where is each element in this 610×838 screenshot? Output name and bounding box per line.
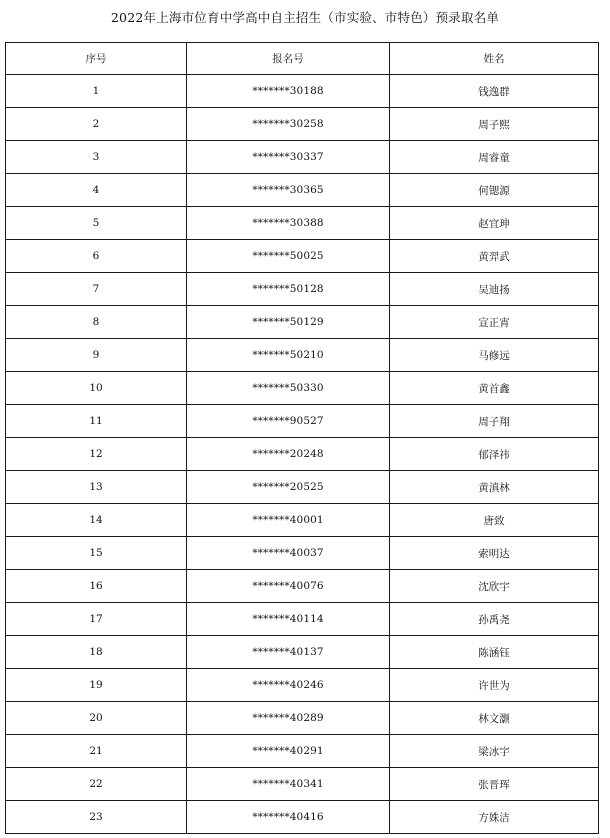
column-header-number: 序号 xyxy=(6,43,187,75)
student-name: 孙禹尧 xyxy=(390,603,599,636)
table-row xyxy=(6,636,599,669)
registration-number: *******30188 xyxy=(187,75,390,108)
registration-number: *******30258 xyxy=(187,108,390,141)
row-number: 12 xyxy=(6,438,187,471)
student-name: 郁泽祎 xyxy=(390,438,599,471)
table-row xyxy=(6,339,599,372)
table-row xyxy=(6,273,599,306)
student-name: 许世为 xyxy=(390,669,599,702)
student-name: 马修远 xyxy=(390,339,599,372)
row-number: 1 xyxy=(6,75,187,108)
table-row xyxy=(6,306,599,339)
registration-number: *******40246 xyxy=(187,669,390,702)
row-number: 9 xyxy=(6,339,187,372)
registration-number: *******50128 xyxy=(187,273,390,306)
student-name: 周子熙 xyxy=(390,108,599,141)
registration-number: *******20248 xyxy=(187,438,390,471)
student-name: 钱逸群 xyxy=(390,75,599,108)
row-number: 8 xyxy=(6,306,187,339)
student-name: 唐致 xyxy=(390,504,599,537)
row-number: 18 xyxy=(6,636,187,669)
table-row xyxy=(6,801,599,834)
registration-number: *******40416 xyxy=(187,801,390,834)
registration-number: *******20525 xyxy=(187,471,390,504)
student-name: 方姝洁 xyxy=(390,801,599,834)
row-number: 13 xyxy=(6,471,187,504)
registration-number: *******40001 xyxy=(187,504,390,537)
registration-number: *******50330 xyxy=(187,372,390,405)
table-row xyxy=(6,702,599,735)
student-name: 张晋珲 xyxy=(390,768,599,801)
table-header-row xyxy=(6,43,599,75)
table-row xyxy=(6,75,599,108)
registration-number: *******40037 xyxy=(187,537,390,570)
row-number: 21 xyxy=(6,735,187,768)
student-name: 何锶源 xyxy=(390,174,599,207)
table-row xyxy=(6,504,599,537)
row-number: 5 xyxy=(6,207,187,240)
student-name: 索明达 xyxy=(390,537,599,570)
row-number: 11 xyxy=(6,405,187,438)
registration-number: *******40114 xyxy=(187,603,390,636)
row-number: 16 xyxy=(6,570,187,603)
table-row xyxy=(6,174,599,207)
student-name: 黄羿武 xyxy=(390,240,599,273)
column-header-name: 姓名 xyxy=(390,43,599,75)
registration-number: *******30365 xyxy=(187,174,390,207)
student-name: 周子翔 xyxy=(390,405,599,438)
table-row xyxy=(6,372,599,405)
table-row xyxy=(6,603,599,636)
admission-list-table xyxy=(5,42,599,834)
table-row xyxy=(6,240,599,273)
registration-number: *******50025 xyxy=(187,240,390,273)
row-number: 20 xyxy=(6,702,187,735)
student-name: 宣正宵 xyxy=(390,306,599,339)
row-number: 3 xyxy=(6,141,187,174)
student-name: 林文灏 xyxy=(390,702,599,735)
student-name: 黄滇林 xyxy=(390,471,599,504)
student-name: 陈涵钰 xyxy=(390,636,599,669)
row-number: 19 xyxy=(6,669,187,702)
student-name: 周睿童 xyxy=(390,141,599,174)
registration-number: *******50129 xyxy=(187,306,390,339)
row-number: 10 xyxy=(6,372,187,405)
table-row xyxy=(6,471,599,504)
registration-number: *******40289 xyxy=(187,702,390,735)
row-number: 6 xyxy=(6,240,187,273)
row-number: 2 xyxy=(6,108,187,141)
table-row xyxy=(6,768,599,801)
row-number: 4 xyxy=(6,174,187,207)
row-number: 15 xyxy=(6,537,187,570)
table-row xyxy=(6,141,599,174)
table-row xyxy=(6,108,599,141)
table-body xyxy=(6,75,599,834)
row-number: 22 xyxy=(6,768,187,801)
row-number: 14 xyxy=(6,504,187,537)
row-number: 17 xyxy=(6,603,187,636)
student-name: 梁冰宇 xyxy=(390,735,599,768)
table-row xyxy=(6,669,599,702)
registration-number: *******40291 xyxy=(187,735,390,768)
student-name: 吴迪扬 xyxy=(390,273,599,306)
table-row xyxy=(6,207,599,240)
registration-number: *******40076 xyxy=(187,570,390,603)
registration-number: *******90527 xyxy=(187,405,390,438)
table-row xyxy=(6,438,599,471)
student-name: 黄首鑫 xyxy=(390,372,599,405)
table-row xyxy=(6,537,599,570)
registration-number: *******30337 xyxy=(187,141,390,174)
registration-number: *******40341 xyxy=(187,768,390,801)
student-name: 赵宜珅 xyxy=(390,207,599,240)
document-title: 2022年上海市位育中学高中自主招生（市实验、市特色）预录取名单 xyxy=(110,10,500,25)
registration-number: *******50210 xyxy=(187,339,390,372)
row-number: 7 xyxy=(6,273,187,306)
registration-number: *******40137 xyxy=(187,636,390,669)
student-name: 沈欣宇 xyxy=(390,570,599,603)
table-row xyxy=(6,570,599,603)
table-row xyxy=(6,405,599,438)
row-number: 23 xyxy=(6,801,187,834)
registration-number: *******30388 xyxy=(187,207,390,240)
column-header-registration-number: 报名号 xyxy=(187,43,390,75)
table-row xyxy=(6,735,599,768)
